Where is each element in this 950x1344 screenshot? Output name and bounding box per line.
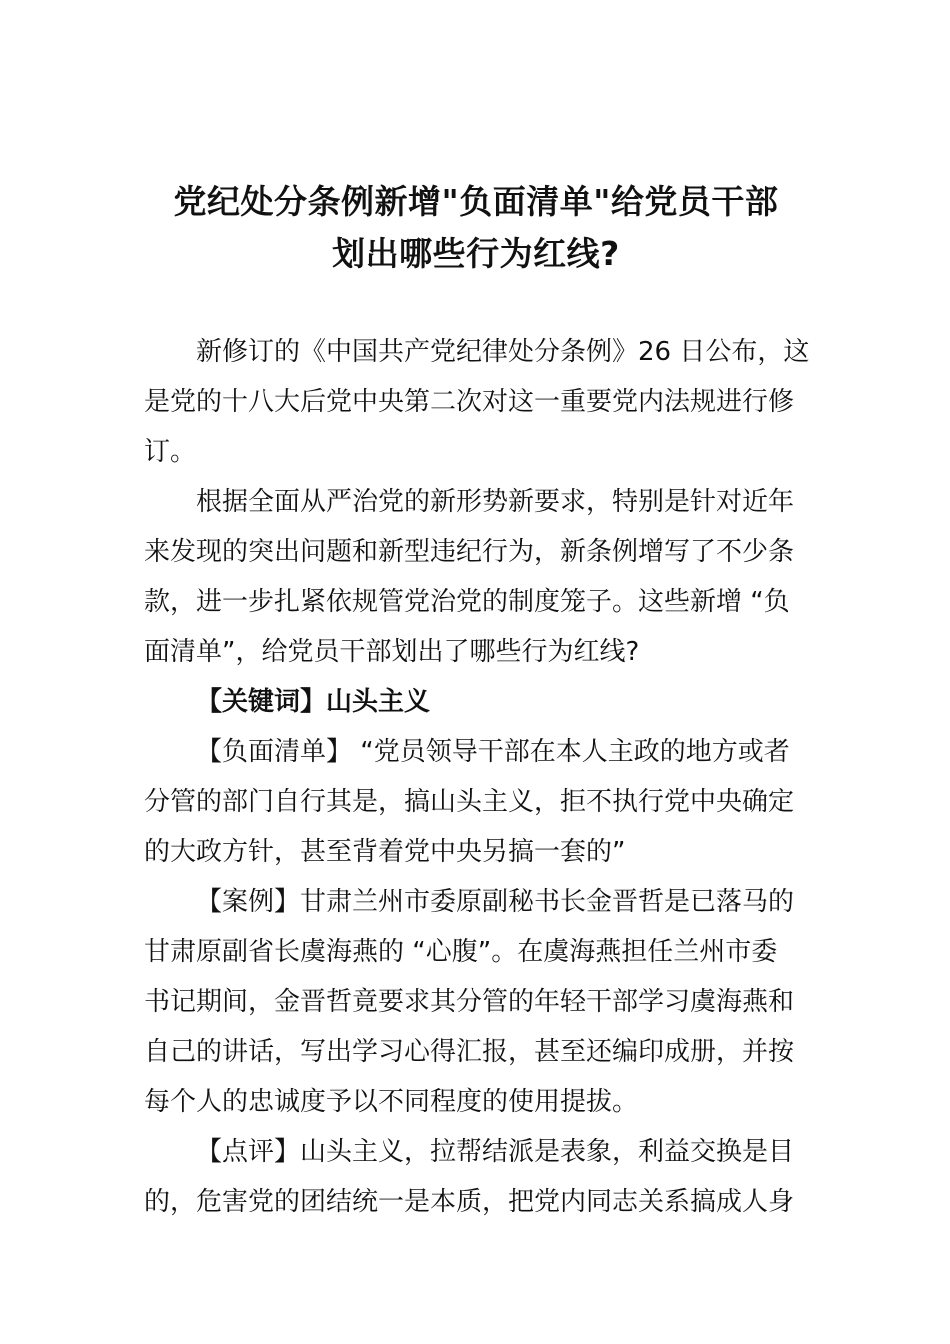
paragraph-negative-list xyxy=(144,727,808,877)
paragraph-line: 面清单”，给党员干部划出了哪些行为红线? xyxy=(144,637,640,667)
paragraph-line: 每个人的忠诚度予以不同程度的使用提拔。 xyxy=(144,1087,639,1117)
keyword-heading xyxy=(144,677,808,727)
paragraph-line: 款，进一步扎紧依规管党治党的制度笼子。这些新增 “负 xyxy=(144,587,790,617)
document-title xyxy=(140,176,812,280)
paragraph-line: 根据全面从严治党的新形势新要求，特别是针对近年 xyxy=(196,487,795,517)
paragraph-line: 【案例】甘肃兰州市委原副秘书长金晋哲是已落马的 xyxy=(196,887,795,917)
paragraph-line: 自己的讲话，写出学习心得汇报，甚至还编印成册，并按 xyxy=(144,1037,795,1067)
paragraph-line: 的大政方针，甚至背着党中央另搞一套的” xyxy=(144,837,626,867)
paragraph-line: 【负面清单】 “党员领导干部在本人主政的地方或者 xyxy=(196,737,790,767)
paragraph-line: 书记期间，金晋哲竟要求其分管的年轻干部学习虞海燕和 xyxy=(144,987,795,1017)
paragraph-background xyxy=(144,477,808,677)
document-body xyxy=(144,327,808,1227)
paragraph-line: 来发现的突出问题和新型违纪行为，新条例增写了不少条 xyxy=(144,537,795,567)
paragraph-line: 分管的部门自行其是，搞山头主义，拒不执行党中央确定 xyxy=(144,787,795,817)
keyword-line: 【关键词】山头主义 xyxy=(196,687,431,717)
paragraph-line: 【点评】山头主义，拉帮结派是表象，利益交换是目 xyxy=(196,1137,795,1167)
paragraph-line: 的，危害党的团结统一是本质，把党内同志关系搞成人身 xyxy=(144,1187,795,1217)
paragraph-line: 新修订的《中国共产党纪律处分条例》26 日公布，这 xyxy=(196,337,810,367)
paragraph-line: 甘肃原副省长虞海燕的 “心腹”。在虞海燕担任兰州市委 xyxy=(144,937,778,967)
paragraph-intro xyxy=(144,327,808,477)
title-line-2: 划出哪些行为红线? xyxy=(332,234,620,273)
paragraph-line: 订。 xyxy=(144,437,197,467)
paragraph-comment xyxy=(144,1127,808,1227)
paragraph-line: 是党的十八大后党中央第二次对这一重要党内法规进行修 xyxy=(144,387,795,417)
title-line-1: 党纪处分条例新增"负面清单"给党员干部 xyxy=(173,182,779,221)
paragraph-case xyxy=(144,877,808,1127)
